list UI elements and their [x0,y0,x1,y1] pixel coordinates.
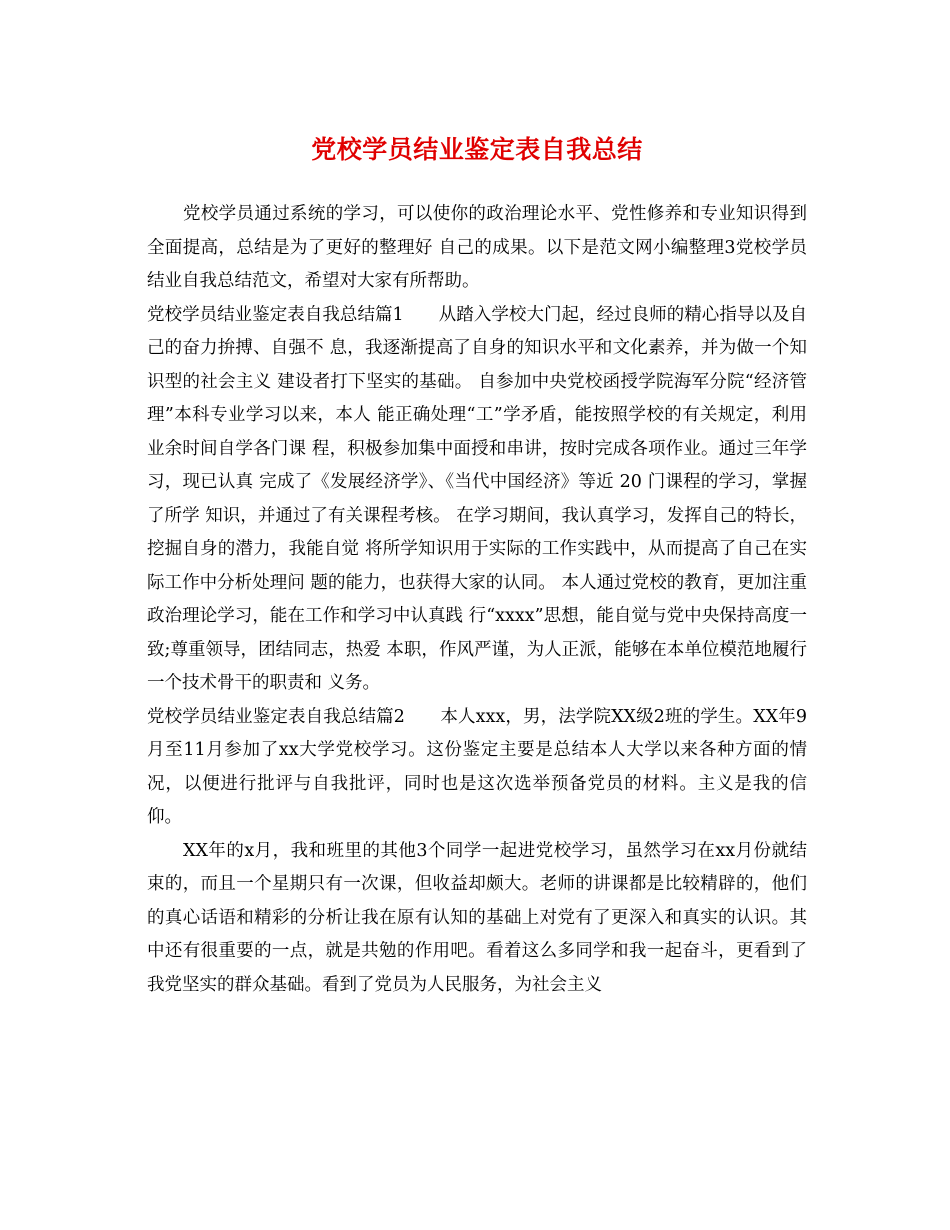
document-body [147,198,807,1002]
section-2-paragraph: 党校学员结业鉴定表自我总结篇2 本人xxx，男，法学院XX级2班的学生。XX年9月至11月参加了xx大学党校学习。这份鉴定主要是总结本人大学以来各种方面的情况，以便进行批评与自我批评，同时也是这次选举预备党员的材料。主义是我的信仰。 [147,706,807,827]
intro-paragraph: 党校学员通过系统的学习，可以使你的政治理论水平、党性修养和专业知识得到全面提高，总结是为了更好的整理好 自己的成果。以下是范文网小编整理3党校学员结业自我总结范文，希望对大家有所帮助。 [147,204,807,291]
document-title: 党校学员结业鉴定表自我总结 [311,135,643,164]
section-1-paragraph: 党校学员结业鉴定表自我总结篇1 从踏入学校大门起，经过良师的精心指导以及自己的奋力拚搏、自强不 息，我逐渐提高了自身的知识水平和文化素养，并为做一个知识型的社会主义 建设者打下坚实的基础。 自参加中央党校函授学院海军分院“经济管理”本科专业学习以来，本人 能正确处理“工”学矛盾，能按照学校的有关规定，利用业余时间自学各门课 程，积极参加集中面授和串讲，按时完成各项作业。通过三年学习，现已认真 完成了《发展经济学》、《当代中国经济》等近 20 门课程的学习，掌握了所学 知识，并通过了有关课程考核。 在学习期间，我认真学习，发挥自己的特长，挖掘自身的潜力，我能自觉 将所学知识用于实际的工作实践中，从而提高了自己在实际工作中分析处理问 题的能力，也获得大家的认同。 本人通过党校的教育，更加注重政治理论学习，能在工作和学习中认真践 行“xxxx”思想，能自觉与党中央保持高度一致;尊重领导，团结同志，热爱 本职，作风严谨，为人正派，能够在本单位模范地履行一个技术骨干的职责和 义务。 [147,304,807,693]
section-2-continued-paragraph: XX年的x月，我和班里的其他3个同学一起进党校学习，虽然学习在xx月份就结束的，而且一个星期只有一次课，但收益却颇大。老师的讲课都是比较精辟的，他们的真心话语和精彩的分析让我在原有认知的基础上对党有了更深入和真实的认识。其中还有很重要的一点，就是共勉的作用吧。看着这么多同学和我一起奋斗，更看到了我党坚实的群众基础。看到了党员为人民服务，为社会主义 [147,840,807,995]
document-page [147,130,807,1002]
